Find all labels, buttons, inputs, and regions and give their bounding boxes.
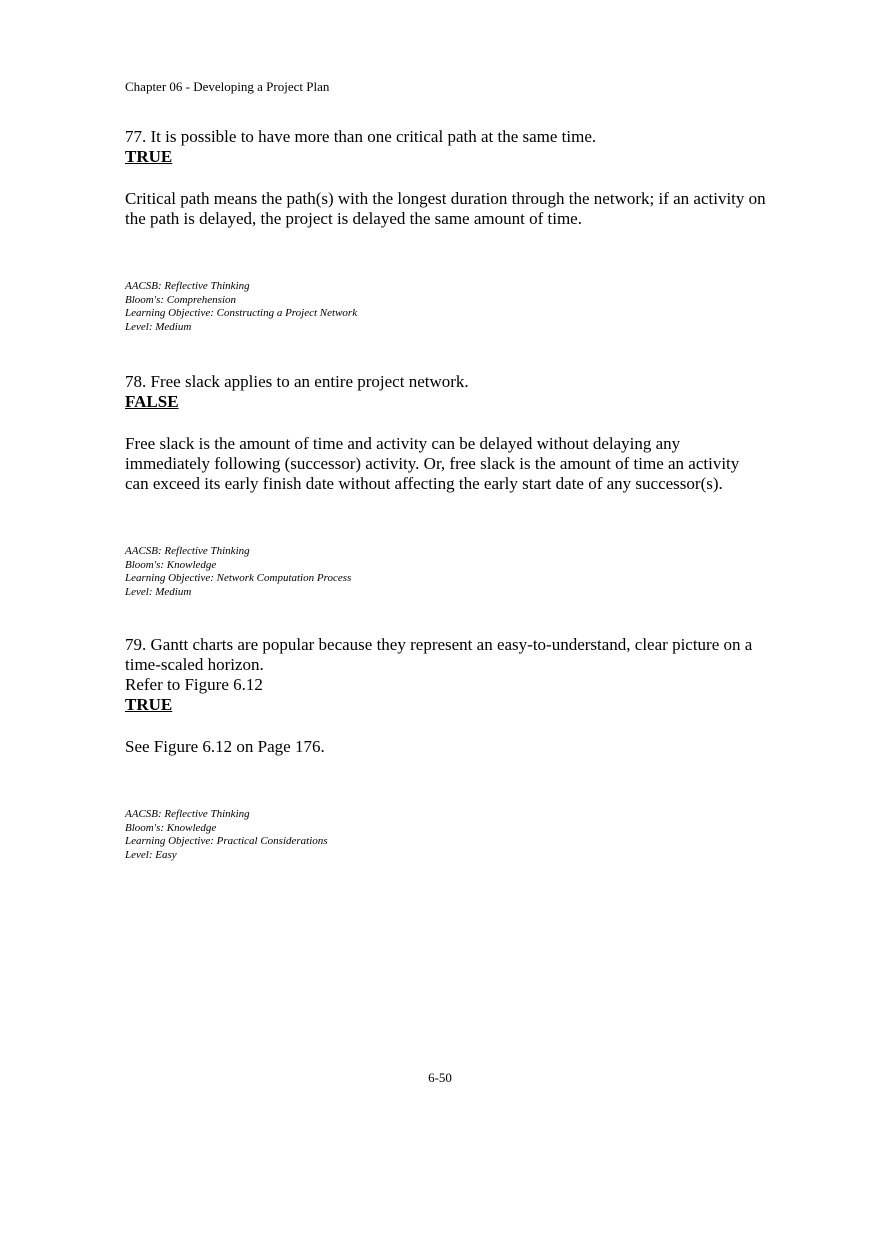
answer-label: TRUE bbox=[125, 695, 173, 714]
answer-label: FALSE bbox=[125, 392, 179, 411]
question-text-line: 79. Gantt charts are popular because they represent an easy-to-understand, clear picture on a bbox=[125, 635, 753, 654]
question-text: 77. It is possible to have more than one critical path at the same time. bbox=[125, 127, 597, 146]
blooms-tag: Bloom's: Comprehension bbox=[125, 293, 237, 306]
page-header: Chapter 06 - Developing a Project Plan bbox=[125, 79, 330, 94]
learning-objective-tag: Learning Objective: Constructing a Project Network bbox=[125, 307, 358, 319]
metadata-block bbox=[125, 280, 785, 334]
question-78 bbox=[125, 372, 785, 599]
explanation-line: Free slack is the amount of time and activity can be delayed without delaying any bbox=[125, 434, 681, 453]
figure-reference: Refer to Figure 6.12 bbox=[125, 675, 263, 694]
aacsb-tag: AACSB: Reflective Thinking bbox=[125, 545, 250, 557]
level-tag: Level: Medium bbox=[125, 320, 192, 333]
metadata-block bbox=[125, 545, 785, 599]
blooms-tag: Bloom's: Knowledge bbox=[125, 558, 217, 571]
question-text-line: time-scaled horizon. bbox=[125, 655, 264, 674]
level-tag: Level: Medium bbox=[125, 585, 192, 598]
metadata-block bbox=[125, 808, 785, 862]
explanation: See Figure 6.12 on Page 176. bbox=[125, 737, 325, 756]
learning-objective-tag: Learning Objective: Network Computation Process bbox=[125, 572, 352, 584]
explanation bbox=[125, 434, 785, 494]
page-number: 6-50 bbox=[428, 1070, 452, 1085]
learning-objective-tag: Learning Objective: Practical Considerations bbox=[125, 835, 328, 847]
aacsb-tag: AACSB: Reflective Thinking bbox=[125, 808, 250, 820]
explanation: Critical path means the path(s) with the longest duration through the network; if an activity on the path is delayed, the project is delayed the same amount of time. bbox=[125, 189, 766, 228]
question-text: 78. Free slack applies to an entire project network. bbox=[125, 372, 469, 391]
question-79 bbox=[125, 635, 785, 862]
level-tag: Level: Easy bbox=[125, 848, 177, 861]
answer-label: TRUE bbox=[125, 147, 173, 166]
explanation-line: can exceed its early finish date without affecting the early start date of any successor(s). bbox=[125, 474, 723, 493]
question-77 bbox=[125, 127, 785, 334]
aacsb-tag: AACSB: Reflective Thinking bbox=[125, 280, 250, 292]
explanation-line: immediately following (successor) activity. Or, free slack is the amount of time an activity bbox=[125, 454, 740, 473]
blooms-tag: Bloom's: Knowledge bbox=[125, 821, 217, 834]
